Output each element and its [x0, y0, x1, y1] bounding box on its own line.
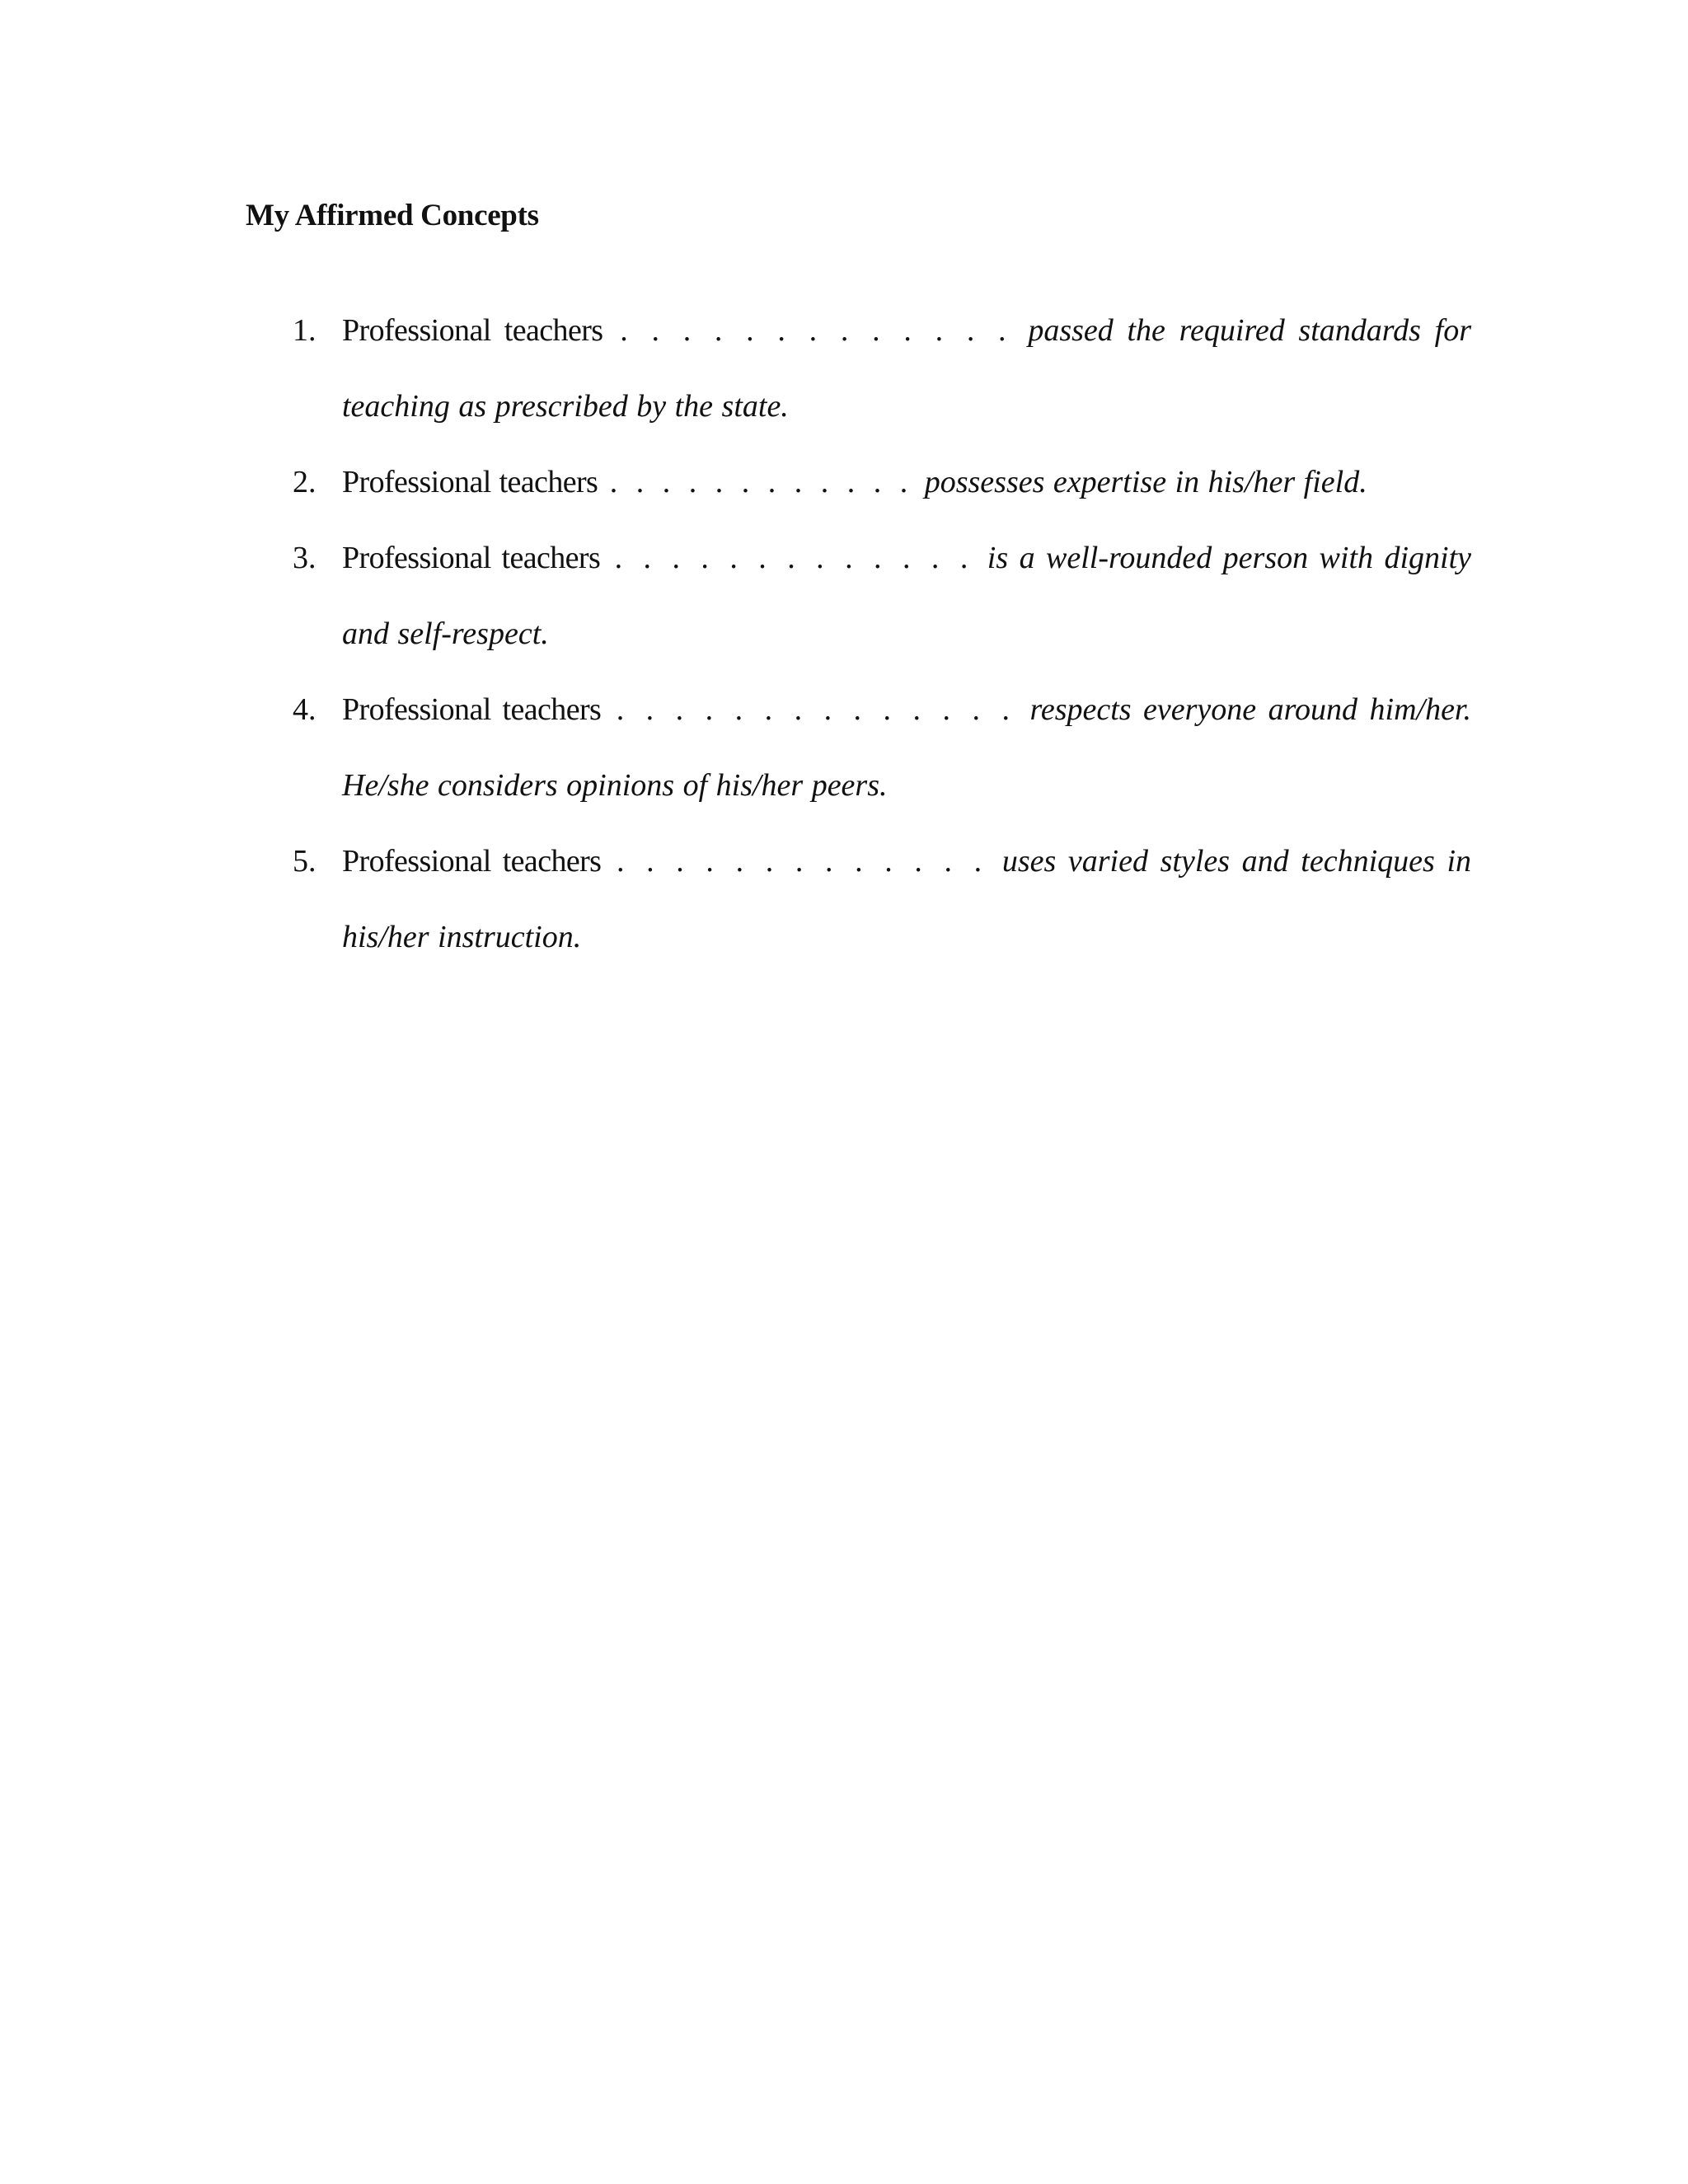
list-item: [293, 672, 1471, 823]
item-subject: Professional teachers: [342, 313, 603, 348]
item-subject: Professional teachers: [342, 541, 601, 575]
item-subject: Professional teachers: [342, 692, 602, 727]
list-item: [293, 520, 1471, 672]
item-predicate: passed the required standards for teaching as prescribed by the state.: [342, 313, 1472, 424]
item-predicate: possesses expertise in his/her field.: [924, 465, 1367, 499]
item-subject: Professional teachers: [342, 844, 602, 879]
affirmed-concepts-list: [293, 293, 1471, 975]
dot-leader: . . . . . . . . . . . . .: [617, 844, 987, 879]
item-number: 1.: [293, 313, 316, 348]
dot-leader: . . . . . . . . . . . .: [609, 465, 913, 499]
item-predicate: respects everyone around him/her. He/she considers opinions of his/her peers.: [342, 692, 1472, 803]
item-number: 3.: [293, 541, 316, 575]
item-number: 2.: [293, 465, 316, 499]
item-number: 5.: [293, 844, 316, 879]
page-title: My Affirmed Concepts: [246, 199, 539, 232]
list-item: [293, 293, 1471, 444]
item-number: 4.: [293, 692, 316, 727]
dot-leader: . . . . . . . . . . . . .: [620, 313, 1011, 348]
dot-leader: . . . . . . . . . . . . . .: [616, 692, 1015, 727]
item-subject: Professional teachers: [342, 465, 598, 499]
item-predicate: uses varied styles and techniques in his/her instruction.: [342, 844, 1472, 954]
list-item: [293, 823, 1471, 975]
list-item: [293, 444, 1471, 520]
dot-leader: . . . . . . . . . . . . .: [614, 541, 973, 575]
item-predicate: is a well-rounded person with dignity and self-respect.: [342, 541, 1471, 651]
